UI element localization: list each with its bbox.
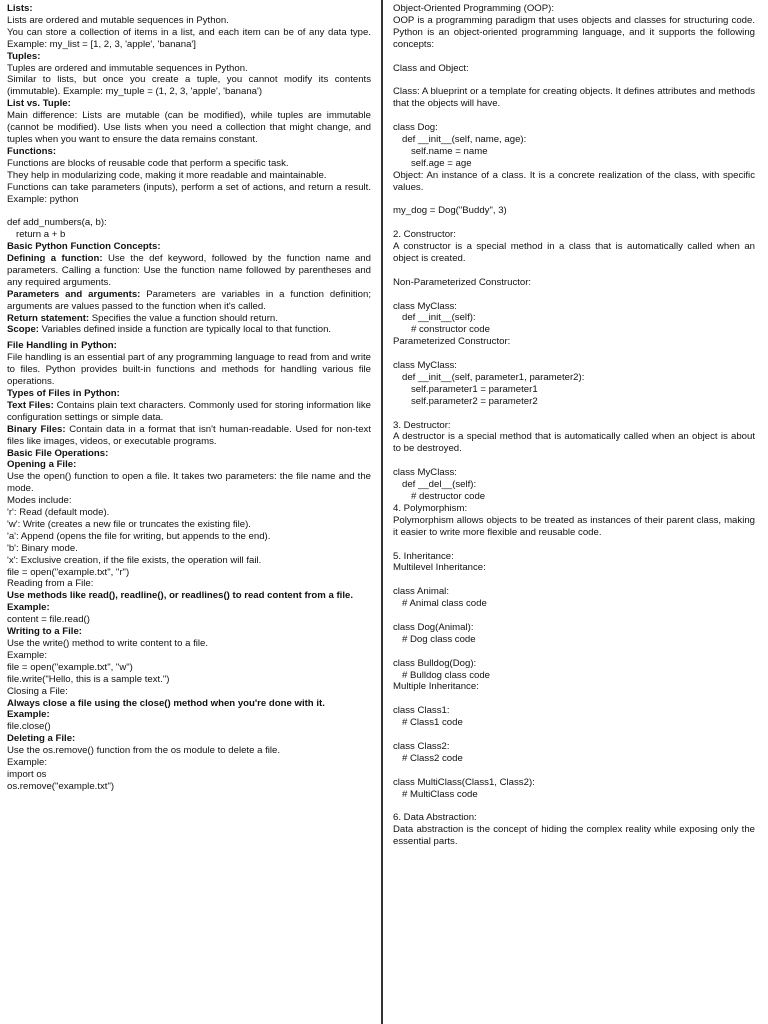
text-line: file = open("example.txt", "w")	[7, 661, 133, 673]
text-line	[7, 313, 371, 325]
text-line: # Class1 code	[402, 717, 463, 729]
text-line: # Bulldog class code	[402, 669, 490, 681]
text-line: class MyClass:	[393, 467, 457, 479]
text-line: Parameterized Constructor:	[393, 336, 511, 348]
text-line: def __init__(self, name, age):	[402, 133, 527, 145]
text-line: Lists are ordered and mutable sequences in Python.	[7, 14, 229, 26]
text-line: Closing a File:	[7, 685, 68, 697]
text-line: Multiple Inheritance:	[393, 681, 479, 693]
text-line: 'b': Binary mode.	[7, 542, 78, 554]
spacer	[393, 193, 755, 205]
text-line: Modes include:	[7, 495, 72, 507]
text-line: Data abstraction is the concept of hiding the complex reality while exposing only the essential parts.	[393, 824, 758, 848]
spacer	[7, 205, 371, 217]
text-line: file.close()	[7, 721, 51, 733]
text-line: # Animal class code	[402, 598, 487, 610]
term-description: Use the def keyword, followed by the function name and parameters. Calling a function: Use the function name followed by parentheses and any required arguments.	[7, 253, 374, 288]
text-line: # destructor code	[411, 491, 486, 502]
text-line: self.parameter2 = parameter2	[411, 395, 538, 407]
spacer	[393, 765, 755, 777]
text-line: 'x': Exclusive creation, if the file exists, the operation will fail.	[7, 554, 262, 566]
text-line: Always close a file using the close() method when you're done with it.	[7, 697, 325, 709]
spacer	[393, 217, 755, 229]
text-line: def __init__(self, parameter1, parameter2):	[402, 371, 585, 383]
text-line: class MyClass:	[393, 300, 457, 312]
text-line	[7, 288, 374, 313]
text-line: OOP is a programming paradigm that uses objects and classes for structuring code. Python is an object-oriented programming language, and it supports the following concepts:	[393, 14, 758, 50]
text-line: class MyClass:	[393, 360, 457, 372]
spacer	[393, 693, 755, 705]
spacer	[393, 348, 755, 360]
spacer	[393, 455, 755, 467]
text-line	[7, 399, 374, 424]
text-line: Polymorphism allows objects to be treated as instances of their parent class, making it easier to write more flexible and reusable code.	[393, 514, 758, 538]
spacer	[393, 289, 755, 301]
spacer	[393, 800, 755, 812]
text-line: They help in modularizing code, making it more readable and maintainable.	[7, 169, 327, 181]
text-line: Functions can take parameters (inputs), perform a set of actions, and return a result. Example: python	[7, 181, 374, 205]
text-line: Use the write() method to write content to a file.	[7, 638, 209, 650]
text-line: # Dog class code	[402, 633, 476, 645]
text-line: Example:	[7, 757, 47, 769]
spacer	[393, 610, 755, 622]
text-line: file = open("example.txt", "r")	[7, 566, 130, 578]
term-label: Binary Files:	[7, 423, 66, 435]
text-line: File handling is an essential part of any programming language to read from and write to files. Python provides built-in functions and methods for handling various file operations.	[7, 352, 374, 388]
text-line: class Bulldog(Dog):	[393, 657, 477, 669]
spacer	[393, 646, 755, 658]
text-line: 'w': Write (creates a new file or truncates the existing file).	[7, 518, 251, 530]
right-column	[393, 3, 758, 848]
text-line: Types of Files in Python:	[7, 387, 120, 399]
text-line: 4. Polymorphism:	[393, 502, 468, 514]
text-line: class Animal:	[393, 586, 449, 598]
text-line: Writing to a File:	[7, 626, 82, 638]
text-line: class Class1:	[393, 705, 450, 717]
text-line: def __del__(self):	[402, 479, 477, 491]
text-line: Class and Object:	[393, 62, 469, 74]
text-line: content = file.read()	[7, 614, 90, 626]
column-divider	[381, 0, 383, 1024]
text-line: A constructor is a special method in a class that is automatically called when an object is created.	[393, 241, 758, 264]
term-description: Variables defined inside a function are typically local to that function.	[39, 324, 332, 336]
text-line: class Dog(Animal):	[393, 621, 474, 633]
text-line: # MultiClass code	[402, 788, 478, 800]
term-label: Scope:	[7, 324, 39, 336]
text-line: os.remove("example.txt")	[7, 780, 115, 792]
text-line: Example:	[7, 602, 50, 614]
text-line: A destructor is a special method that is automatically called when an object is about to be destroyed.	[393, 431, 758, 455]
text-line: List vs. Tuple:	[7, 98, 71, 110]
text-line: You can store a collection of items in a list, and each item can be of any data type. Example: my_list = [1, 2, 3, 'apple', 'banana']	[7, 26, 374, 50]
text-line: Use methods like read(), readline(), or readlines() to read content from a file.	[7, 590, 353, 602]
text-line: class Class2:	[393, 740, 450, 752]
text-line: Object-Oriented Programming (OOP):	[393, 3, 555, 14]
text-line: 6. Data Abstraction:	[393, 812, 477, 824]
text-line: Lists:	[7, 3, 33, 14]
text-line: Non-Parameterized Constructor:	[393, 276, 532, 288]
text-line: Object: An instance of a class. It is a concrete realization of the class, with specific values.	[393, 169, 758, 193]
text-line: 'a': Append (opens the file for writing, but appends to the end).	[7, 530, 271, 542]
spacer	[393, 574, 755, 586]
spacer	[393, 539, 755, 551]
text-line: Opening a File:	[7, 459, 77, 471]
text-line: Use the open() function to open a file. It takes two parameters: the file name and the mode.	[7, 471, 374, 495]
text-line	[7, 253, 374, 289]
term-label: Text Files:	[7, 399, 54, 411]
term-label: Return statement:	[7, 312, 90, 324]
text-line: File Handling in Python:	[7, 340, 117, 352]
text-line: Class: A blueprint or a template for creating objects. It defines attributes and methods that the objects will have.	[393, 86, 758, 110]
spacer	[393, 729, 755, 741]
text-line: Functions are blocks of reusable code that perform a specific task.	[7, 157, 289, 169]
text-line: Basic File Operations:	[7, 447, 109, 459]
text-line: 'r': Read (default mode).	[7, 507, 110, 519]
text-line: # constructor code	[411, 324, 490, 336]
text-line: Tuples are ordered and immutable sequences in Python.	[7, 62, 248, 74]
term-description: Contains plain text characters. Commonly used for storing information like configuration settings or simple data.	[7, 399, 374, 423]
text-line: Use the os.remove() function from the os module to delete a file.	[7, 745, 281, 757]
term-label: Parameters and arguments:	[7, 288, 141, 300]
text-line: return a + b	[16, 229, 66, 241]
text-line: self.name = name	[411, 145, 488, 157]
text-line: self.age = age	[411, 157, 472, 169]
spacer	[393, 74, 755, 86]
text-line: # Class2 code	[402, 752, 463, 764]
text-line: class Dog:	[393, 122, 438, 134]
text-line: 5. Inheritance:	[393, 550, 454, 562]
text-line: Deleting a File:	[7, 733, 76, 745]
spacer	[393, 110, 755, 122]
spacer	[393, 408, 755, 420]
text-line: def add_numbers(a, b):	[7, 217, 107, 229]
text-line: Reading from a File:	[7, 578, 94, 590]
term-description: Contain data in a format that isn't human-readable. Used for non-text files like images, videos, or executable programs.	[7, 423, 374, 447]
term-label: Defining a function:	[7, 253, 103, 265]
text-line: Example:	[7, 649, 47, 661]
text-line: Main difference: Lists are mutable (can be modified), while tuples are immutable (cannot be modified). Use lists when you need a collection that might change, and tuples when you want to ensure the data remains constant.	[7, 110, 374, 145]
text-line: self.parameter1 = parameter1	[411, 383, 538, 395]
text-line	[7, 423, 374, 448]
text-line: Multilevel Inheritance:	[393, 562, 486, 574]
spacer	[393, 51, 755, 63]
text-line: def __init__(self):	[402, 312, 476, 324]
text-line: Example:	[7, 709, 50, 721]
left-column	[7, 3, 374, 793]
text-line: Tuples:	[7, 50, 41, 62]
text-line: Functions:	[7, 145, 57, 157]
term-description: Parameters are variables in a function definition; arguments are values passed to the function when it's called.	[7, 288, 374, 312]
text-line	[7, 324, 371, 336]
text-line: 3. Destructor:	[393, 419, 451, 431]
text-line: 2. Constructor:	[393, 229, 456, 241]
spacer	[393, 265, 755, 277]
text-line: import os	[7, 768, 47, 780]
text-line: file.write("Hello, this is a sample text.")	[7, 673, 170, 685]
text-line: Similar to lists, but once you create a tuple, you cannot modify its contents (immutable). Example: my_tuple = (1, 2, 3, 'apple', 'banana')	[7, 74, 374, 98]
text-line: my_dog = Dog("Buddy", 3)	[393, 205, 507, 217]
text-line: Basic Python Function Concepts:	[7, 241, 161, 253]
term-description: Specifies the value a function should return.	[89, 312, 278, 324]
text-line: class MultiClass(Class1, Class2):	[393, 776, 535, 788]
